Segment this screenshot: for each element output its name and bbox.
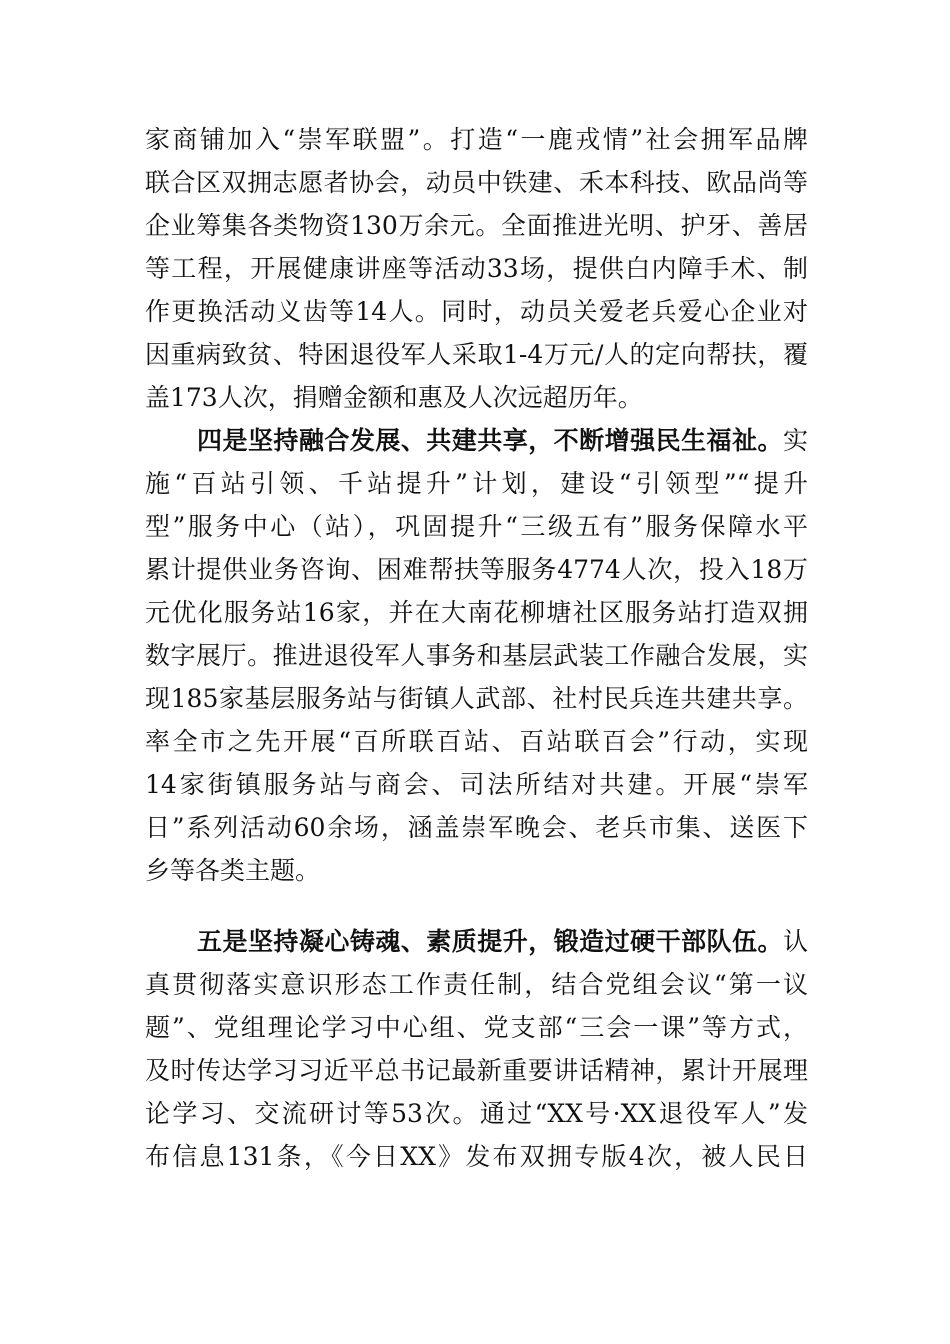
text-line: 日”系列活动60余场，涵盖崇军晚会、老兵市集、送医下 [145, 813, 808, 842]
text-line: 家商铺加入“崇军联盟”。打造“一鹿戎情”社会拥军品牌 [145, 125, 808, 154]
paragraph-heading: 五是坚持凝心铸魂、素质提升，锻造过硬干部队伍。 [197, 927, 783, 956]
text-line: 累计提供业务咨询、困难帮扶等服务4774人次，投入18万 [145, 555, 808, 584]
paragraph-heading: 四是坚持融合发展、共建共享，不断增强民生福祉。 [197, 426, 783, 455]
text-line: 作更换活动义齿等14人。同时，动员关爱老兵爱心企业对 [145, 297, 808, 326]
paragraph-text: 认 [782, 927, 808, 956]
text-line: 题”、党组理论学习中心组、党支部“三会一课”等方式， [145, 1013, 808, 1042]
paragraph-text: 实 [782, 426, 808, 455]
text-line: 企业筹集各类物资130万余元。全面推进光明、护牙、善居 [145, 211, 808, 240]
text-line: 施“百站引领、千站提升”计划，建设“引领型”“提升 [145, 469, 808, 498]
text-line: 乡等各类主题。 [145, 856, 321, 885]
text-line: 型”服务中心（站），巩固提升“三级五有”服务保障水平 [145, 512, 808, 541]
text-line: 元优化服务站16家，并在大南花柳塘社区服务站打造双拥 [145, 598, 808, 627]
text-line: 真贯彻落实意识形态工作责任制，结合党组会议“第一议 [145, 970, 808, 999]
text-line: 等工程，开展健康讲座等活动33场，提供白内障手术、制 [145, 254, 808, 283]
text-line: 14家街镇服务站与商会、司法所结对共建。开展“崇军 [145, 770, 808, 799]
text-line: 论学习、交流研讨等53次。通过“XX号·XX退役军人”发 [145, 1099, 808, 1128]
text-line: 盖173人次，捐赠金额和惠及人次远超历年。 [145, 383, 643, 412]
text-line: 因重病致贫、特困退役军人采取1-4万元/人的定向帮扶，覆 [145, 340, 808, 369]
text-line: 现185家基层服务站与街镇人武部、社村民兵连共建共享。 [145, 684, 808, 713]
text-line: 及时传达学习习近平总书记最新重要讲话精神，累计开展理 [145, 1056, 808, 1085]
paragraph-first-line [197, 421, 808, 461]
text-line: 数字展厅。推进退役军人事务和基层武装工作融合发展，实 [145, 641, 808, 670]
text-line: 布信息131条，《今日XX》发布双拥专版4次，被人民日 [145, 1142, 808, 1171]
paragraph-first-line [197, 922, 808, 962]
text-line: 率全市之先开展“百所联百站、百站联百会”行动，实现 [145, 727, 808, 756]
text-line: 联合区双拥志愿者协会，动员中铁建、禾本科技、欧品尚等 [145, 168, 808, 197]
